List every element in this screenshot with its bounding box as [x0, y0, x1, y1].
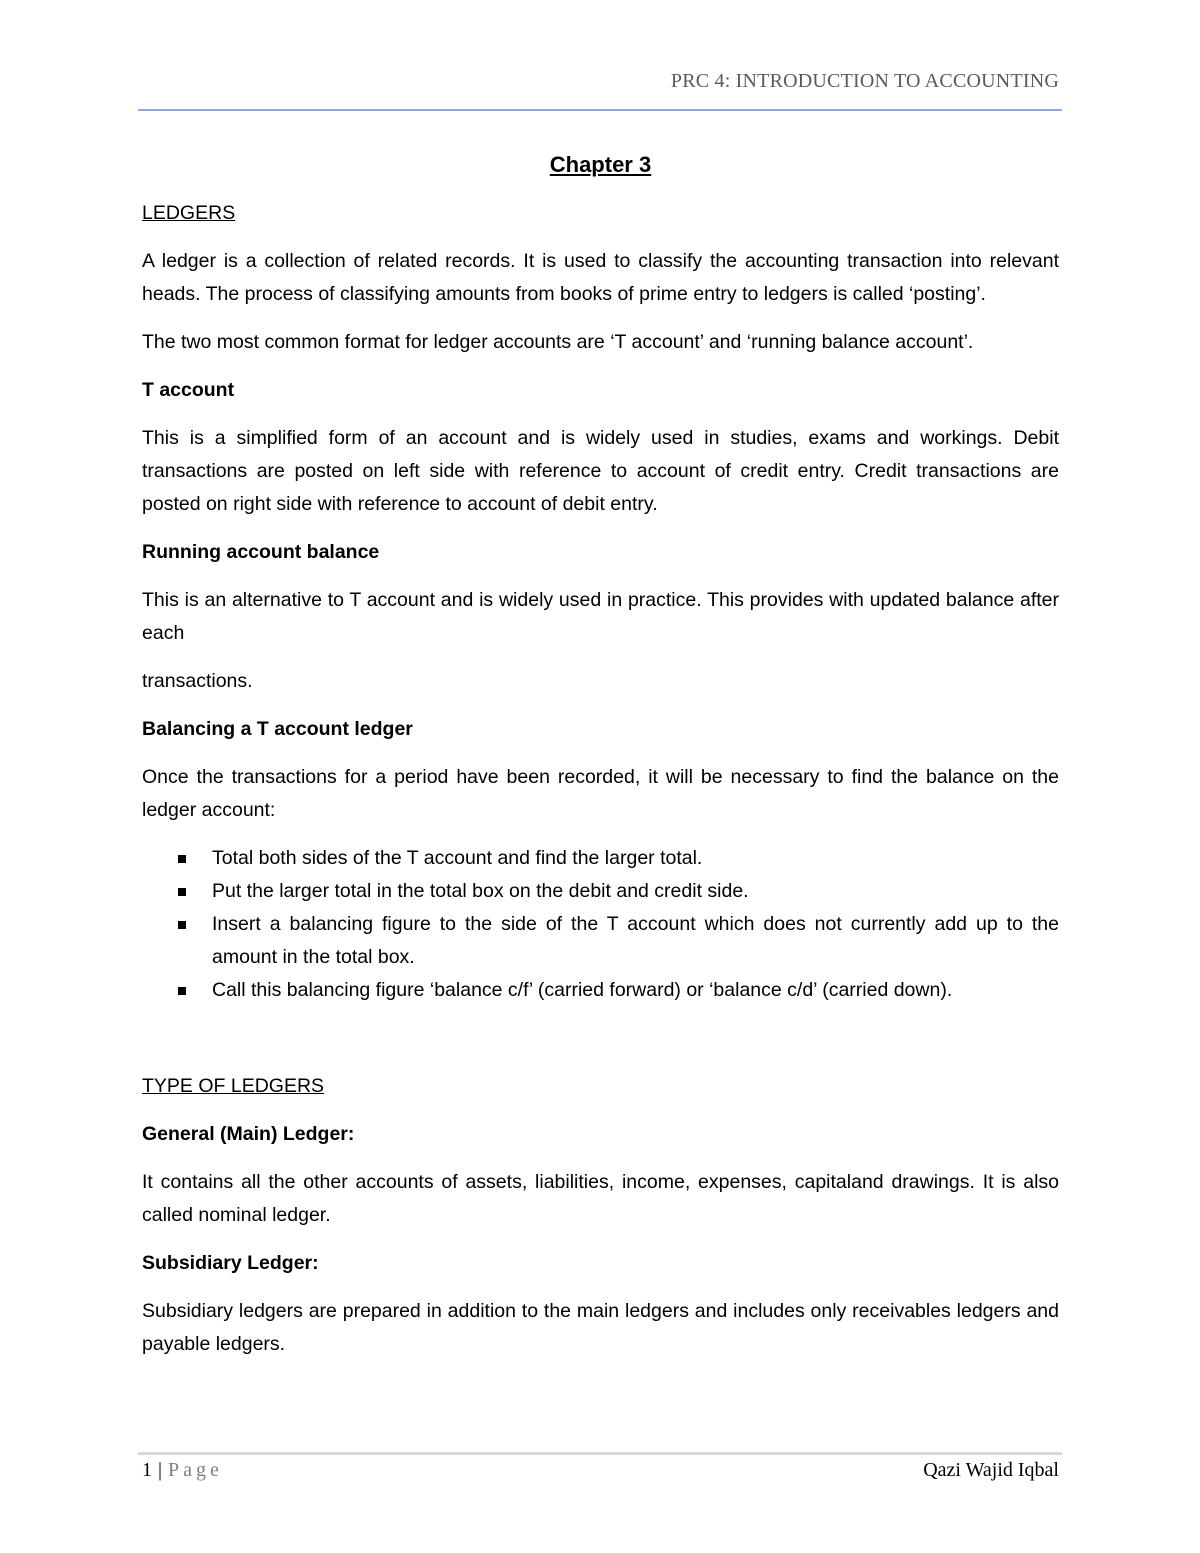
running-header-title: PRC 4: INTRODUCTION TO ACCOUNTING	[670, 70, 1059, 92]
list-item	[142, 875, 1059, 908]
footer-separator: |	[158, 1459, 163, 1481]
footer-divider	[138, 1452, 1062, 1455]
general-ledger-heading: General (Main) Ledger:	[142, 1123, 355, 1145]
square-bullet-icon	[178, 855, 186, 863]
chapter-title: Chapter 3	[549, 152, 652, 177]
ledger-definition-paragraph: A ledger is a collection of related records. It is used to classify the accounting transaction into relevant heads. The process of classifying amounts from books of prime entry to ledgers is called ‘posting’.	[142, 250, 1059, 305]
balancing-paragraph: Once the transactions for a period have been recorded, it will be necessary to find the balance on the ledger account:	[142, 766, 1059, 821]
list-item-text: Insert a balancing figure to the side of the T account which does not currently add up to the amount in the total box.	[212, 913, 1059, 968]
t-account-paragraph: This is a simplified form of an account and is widely used in studies, exams and workings. Debit transactions are posted on left side with reference to account of credit entry. Credit transactions are posted on right side with reference to account of debit entry.	[142, 427, 1059, 515]
running-balance-paragraph-continued: transactions.	[142, 670, 253, 692]
t-account-heading: T account	[142, 379, 235, 401]
footer-author: Qazi Wajid Iqbal	[923, 1459, 1059, 1481]
ledger-formats-paragraph: The two most common format for ledger accounts are ‘T account’ and ‘running balance account’.	[142, 331, 974, 353]
page-number: 1	[142, 1459, 152, 1481]
square-bullet-icon	[178, 888, 186, 896]
page-label: Page	[168, 1459, 223, 1481]
running-balance-paragraph: This is an alternative to T account and is widely used in practice. This provides with updated balance after each	[142, 589, 1059, 644]
subsidiary-ledger-heading: Subsidiary Ledger:	[142, 1252, 319, 1274]
types-of-ledgers-heading: TYPE OF LEDGERS	[142, 1075, 325, 1097]
balancing-heading: Balancing a T account ledger	[142, 718, 413, 740]
subsidiary-ledger-paragraph: Subsidiary ledgers are prepared in addition to the main ledgers and includes only receivables ledgers and payable ledgers.	[142, 1300, 1059, 1355]
balancing-steps-list	[142, 842, 1059, 1007]
footer-page-info	[142, 1459, 223, 1482]
list-item-text: Call this balancing figure ‘balance c/f’ (carried forward) or ‘balance c/d’ (carried down).	[212, 979, 953, 1001]
list-item-text: Put the larger total in the total box on the debit and credit side.	[212, 880, 749, 902]
header-divider	[138, 109, 1062, 111]
list-item	[142, 908, 1059, 974]
square-bullet-icon	[178, 921, 186, 929]
page-body	[142, 148, 1059, 1376]
section-spacer	[142, 1022, 1059, 1070]
general-ledger-paragraph: It contains all the other accounts of assets, liabilities, income, expenses, capitaland drawings. It is also called nominal ledger.	[142, 1171, 1059, 1226]
list-item	[142, 974, 1059, 1007]
running-balance-heading: Running account balance	[142, 541, 380, 563]
ledgers-heading: LEDGERS	[142, 202, 236, 224]
square-bullet-icon	[178, 987, 186, 995]
list-item	[142, 842, 1059, 875]
list-item-text: Total both sides of the T account and find the larger total.	[212, 847, 703, 869]
